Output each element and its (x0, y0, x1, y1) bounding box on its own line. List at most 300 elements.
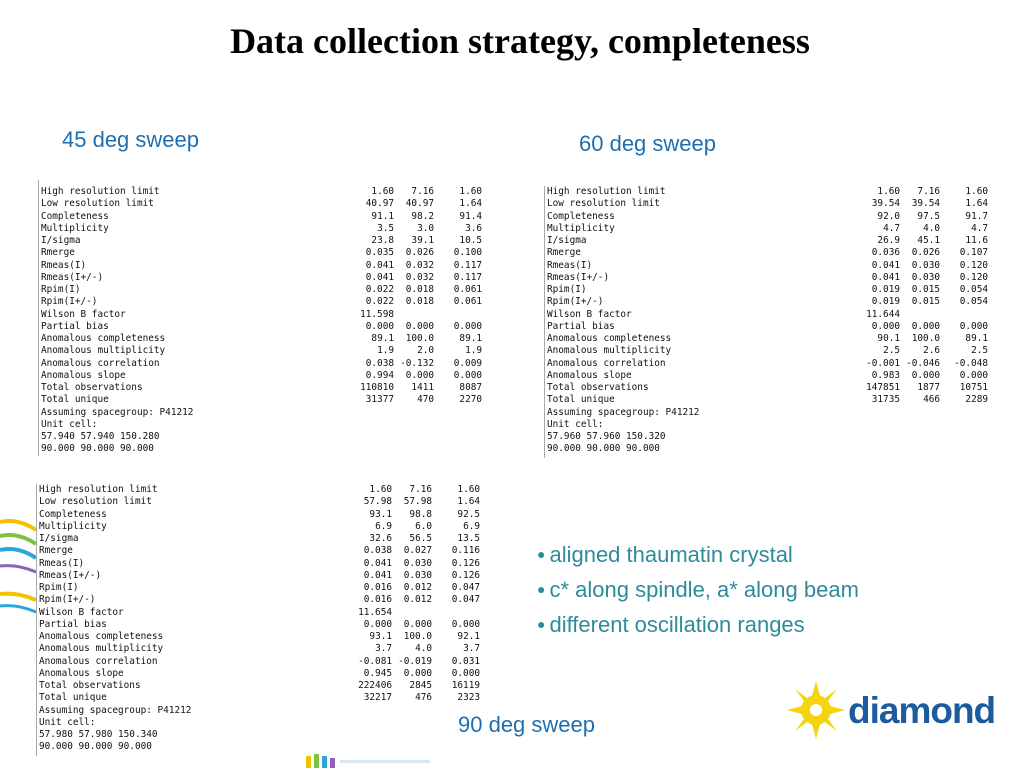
stat-value: 100.0 (403, 631, 432, 642)
stat-label: Multiplicity (547, 222, 615, 234)
stat-value: 100.0 (405, 333, 434, 344)
stats-row (36, 557, 480, 570)
stat-value: -0.019 (398, 655, 432, 667)
stats-row (544, 222, 988, 235)
stats-row (38, 222, 482, 235)
stats-row (38, 198, 482, 210)
stat-label: I/sigma (547, 235, 587, 246)
stat-label: Total observations (41, 382, 143, 393)
stats-row (544, 394, 988, 406)
stats-row (38, 247, 482, 259)
stat-label: I/sigma (41, 235, 81, 246)
spacegroup-line (544, 407, 950, 419)
stats-row (36, 533, 480, 545)
stat-value: 2.5 (971, 345, 988, 357)
stat-value: 0.000 (451, 667, 480, 679)
stats-row (38, 369, 482, 382)
stat-value: 8087 (459, 382, 482, 393)
stats-row (38, 394, 482, 406)
stat-label: Completeness (41, 210, 109, 222)
stat-value: 0.061 (453, 296, 482, 308)
stat-label: Partial bias (39, 618, 107, 630)
stat-value: 466 (923, 394, 940, 406)
spacegroup-text: Assuming spacegroup: P41212 (39, 704, 192, 716)
stat-label: Wilson B factor (41, 308, 126, 320)
stats-row (544, 333, 988, 345)
label-45-deg-sweep: 45 deg sweep (62, 127, 199, 152)
label-60-deg-sweep: 60 deg sweep (579, 131, 716, 156)
bullet-item (537, 607, 859, 642)
stat-value: 0.041 (365, 271, 394, 283)
unit-cell-label-line (38, 419, 448, 431)
stats-row (36, 582, 480, 594)
stat-value: 147851 (866, 382, 900, 393)
stat-label: Low resolution limit (547, 198, 660, 210)
stat-value: 3.7 (463, 643, 480, 655)
stat-value: 39.54 (911, 198, 940, 210)
bullet-dot-icon: ● (537, 581, 546, 597)
stat-value: 11.654 (358, 606, 392, 618)
stats-row (544, 247, 988, 259)
stat-label: I/sigma (39, 533, 79, 544)
stat-value: 1.60 (877, 186, 900, 197)
stat-label: Rmeas(I+/-) (547, 271, 610, 283)
stats-row (36, 692, 480, 704)
stat-label: Rpim(I+/-) (39, 594, 96, 606)
stats-row (36, 607, 446, 619)
stats-row (544, 186, 988, 198)
stat-value: 3.0 (417, 222, 434, 234)
stats-row (544, 369, 988, 382)
stat-value: 0.019 (871, 284, 900, 295)
stat-value: 1411 (411, 382, 434, 393)
stat-label: Rpim(I) (39, 582, 79, 593)
stats-row (38, 333, 482, 345)
stat-value: 10751 (959, 382, 988, 393)
stat-value: 0.120 (959, 271, 988, 283)
stat-value: 2.6 (923, 345, 940, 357)
stat-value: 110810 (360, 382, 394, 393)
stats-row (544, 357, 988, 370)
stat-value: 6.9 (375, 520, 392, 532)
stat-value: 0.000 (405, 369, 434, 381)
unit-cell-values-1: 57.980 57.980 150.340 (39, 729, 158, 740)
stat-value: 0.035 (365, 247, 394, 259)
slide-title: Data collection strategy, completeness (230, 21, 810, 61)
stat-value: 91.7 (965, 210, 988, 222)
stat-value: 0.030 (403, 557, 432, 569)
stat-value: 100.0 (911, 333, 940, 344)
unit-cell-label-line (36, 717, 446, 729)
unit-cell-label: Unit cell: (41, 418, 98, 430)
stat-label: Anomalous correlation (41, 357, 160, 369)
stat-value: 0.031 (451, 655, 480, 667)
stats-row (544, 210, 988, 223)
stat-value: 11.598 (360, 308, 394, 320)
stats-row (38, 210, 482, 223)
stat-value: 16119 (451, 680, 480, 691)
stat-label: Anomalous slope (547, 369, 632, 381)
stats-row (36, 594, 480, 606)
stat-value: 93.1 (369, 508, 392, 520)
unit-cell-values-1: 57.960 57.960 150.320 (547, 431, 666, 442)
bullet-dot-icon: ● (537, 546, 546, 562)
stat-value: 1.60 (459, 186, 482, 197)
stat-value: 0.000 (959, 320, 988, 332)
stat-value: 0.061 (453, 284, 482, 295)
stat-value: 2323 (457, 692, 480, 704)
stat-label: Anomalous completeness (547, 333, 672, 344)
unit-cell-values-2: 90.000 90.000 90.000 (39, 741, 152, 753)
stat-value: 0.000 (403, 667, 432, 679)
stat-label: Anomalous slope (39, 667, 124, 679)
stats-row (544, 259, 988, 272)
stat-value: 0.000 (363, 618, 392, 630)
stats-row (36, 520, 480, 533)
stat-value: 0.022 (365, 284, 394, 295)
stat-label: Multiplicity (41, 222, 109, 234)
stats-row (544, 198, 988, 210)
stat-label: Anomalous completeness (41, 333, 166, 344)
stat-value: 0.032 (405, 259, 434, 271)
stat-value: 0.030 (403, 569, 432, 581)
stat-value: 92.5 (457, 508, 480, 520)
stat-value: 1.9 (377, 345, 394, 357)
stat-value: 0.000 (453, 320, 482, 332)
stat-value: 0.983 (871, 369, 900, 381)
stat-value: 92.0 (877, 210, 900, 222)
stat-value: 4.0 (415, 643, 432, 655)
stat-value: 1.64 (459, 198, 482, 210)
stat-value: 3.6 (465, 222, 482, 234)
stat-value: 0.015 (911, 296, 940, 308)
stat-value: 0.019 (871, 296, 900, 308)
stat-value: -0.132 (400, 357, 434, 369)
stat-label: Rmerge (41, 247, 75, 259)
stat-label: Anomalous multiplicity (41, 345, 166, 357)
stat-value: 0.041 (363, 557, 392, 569)
stat-value: 1.64 (965, 198, 988, 210)
stat-value: 26.9 (877, 235, 900, 246)
stat-value: -0.048 (954, 357, 988, 369)
spacegroup-line (36, 705, 446, 717)
stat-value: 23.8 (371, 235, 394, 246)
stat-value: 32.6 (369, 533, 392, 544)
stats-panel-90 (36, 484, 480, 756)
stat-value: 40.97 (405, 198, 434, 210)
stat-label: Rpim(I) (41, 284, 81, 295)
stat-value: 7.16 (409, 484, 432, 495)
stat-label: Anomalous multiplicity (547, 345, 672, 357)
stat-label: Total observations (547, 382, 649, 393)
stat-value: 57.98 (363, 496, 392, 508)
stats-row (36, 496, 480, 508)
stats-row (544, 309, 950, 321)
stat-label: Rmeas(I+/-) (41, 271, 104, 283)
stat-label: Rpim(I) (547, 284, 587, 295)
stat-value: 2289 (965, 394, 988, 406)
stat-label: Wilson B factor (547, 308, 632, 320)
stat-value: 39.1 (411, 235, 434, 246)
stat-value: 1877 (917, 382, 940, 393)
stat-value: 89.1 (371, 333, 394, 344)
stat-value: -0.046 (906, 357, 940, 369)
stat-value: 3.7 (375, 643, 392, 655)
stat-value: 91.4 (459, 210, 482, 222)
stat-value: 11.6 (965, 235, 988, 246)
stat-value: 0.015 (911, 284, 940, 295)
label-90-deg-sweep: 90 deg sweep (458, 712, 595, 737)
stat-value: 2270 (459, 394, 482, 406)
stat-value: 92.1 (457, 631, 480, 642)
stats-row (36, 545, 480, 557)
stat-value: 6.0 (415, 520, 432, 532)
stat-value: 0.041 (365, 259, 394, 271)
stat-value: 0.016 (363, 594, 392, 606)
stat-value: 0.038 (363, 545, 392, 557)
stat-value: 0.012 (403, 594, 432, 606)
stat-value: 98.2 (411, 210, 434, 222)
stats-row (36, 484, 480, 496)
stat-value: 0.032 (405, 271, 434, 283)
bullet-text: aligned thaumatin crystal (549, 542, 793, 567)
stats-row (38, 357, 482, 370)
stat-label: Anomalous correlation (39, 655, 158, 667)
stat-value: 0.030 (911, 271, 940, 283)
stat-value: 0.041 (363, 569, 392, 581)
unit-cell-line-1 (38, 431, 448, 443)
unit-cell-line-2 (38, 443, 448, 455)
stat-value: 6.9 (463, 520, 480, 532)
stat-value: 1.9 (465, 345, 482, 357)
stats-panel-45 (38, 180, 482, 456)
stat-value: 0.000 (959, 369, 988, 381)
stats-row (36, 569, 480, 582)
stat-label: Total unique (547, 394, 615, 406)
stat-label: Low resolution limit (39, 496, 152, 508)
stat-label: Rpim(I+/-) (41, 296, 98, 308)
stat-value: 0.116 (451, 545, 480, 557)
unit-cell-line-1 (36, 729, 446, 741)
stat-value: 0.054 (959, 296, 988, 308)
stat-value: 98.8 (409, 508, 432, 520)
rainbow-swoosh-left-decoration (0, 510, 36, 620)
stat-value: 0.000 (365, 320, 394, 332)
stats-row (36, 667, 480, 680)
stat-value: 4.7 (971, 222, 988, 234)
stat-label: Rpim(I+/-) (547, 296, 604, 308)
stat-label: Wilson B factor (39, 606, 124, 618)
stat-label: Partial bias (41, 320, 109, 332)
stat-value: 45.1 (917, 235, 940, 246)
stat-value: 11.644 (866, 308, 900, 320)
stats-row (544, 271, 988, 284)
stat-label: Multiplicity (39, 520, 107, 532)
stat-label: High resolution limit (41, 186, 160, 197)
stat-value: 2.5 (883, 345, 900, 357)
stats-row (544, 345, 988, 357)
stat-value: 0.120 (959, 259, 988, 271)
stat-value: 4.7 (883, 222, 900, 234)
stat-value: 470 (417, 394, 434, 406)
stat-value: 2.0 (417, 345, 434, 357)
stat-value: 2845 (409, 680, 432, 691)
stat-value: 0.036 (871, 247, 900, 259)
stat-value: 31735 (871, 394, 900, 406)
stat-value: 57.98 (403, 496, 432, 508)
stat-value: 0.041 (871, 259, 900, 271)
stats-row (38, 309, 448, 321)
stat-value: 31377 (365, 394, 394, 406)
stats-rows-45 (38, 186, 482, 407)
stat-value: 89.1 (965, 333, 988, 344)
unit-cell-values-2: 90.000 90.000 90.000 (547, 443, 660, 455)
stat-value: 91.1 (371, 210, 394, 222)
stat-value: 0.047 (451, 594, 480, 606)
stat-value: 0.000 (911, 369, 940, 381)
stat-value: 7.16 (411, 186, 434, 197)
stat-value: 0.126 (451, 557, 480, 569)
spacegroup-line (38, 407, 448, 419)
stats-row (36, 643, 480, 655)
stat-label: Anomalous correlation (547, 357, 666, 369)
stats-row (38, 186, 482, 198)
unit-cell-values-2: 90.000 90.000 90.000 (41, 443, 154, 455)
stats-row (38, 345, 482, 357)
stats-row (544, 296, 988, 308)
stat-value: 0.018 (405, 284, 434, 295)
stat-value: -0.001 (866, 357, 900, 369)
stat-value: 0.038 (365, 357, 394, 369)
bullet-dot-icon: ● (537, 616, 546, 632)
stat-value: 476 (415, 692, 432, 704)
stat-value: 93.1 (369, 631, 392, 642)
stat-value: 0.000 (453, 369, 482, 381)
stats-row (38, 259, 482, 272)
stats-rows-60 (544, 186, 988, 407)
stat-value: 0.117 (453, 259, 482, 271)
stat-label: High resolution limit (39, 484, 158, 495)
unit-cell-line-1 (544, 431, 950, 443)
bullet-list (537, 537, 859, 642)
stats-row (36, 618, 480, 631)
unit-cell-line-2 (544, 443, 950, 455)
unit-cell-label: Unit cell: (39, 716, 96, 728)
stat-label: Completeness (39, 508, 107, 520)
stat-label: Total observations (39, 680, 141, 691)
stat-label: Anomalous completeness (39, 631, 164, 642)
stat-label: Rmeas(I) (41, 259, 87, 271)
stat-value: 0.994 (365, 369, 394, 381)
stat-value: 0.047 (451, 582, 480, 593)
stat-value: 0.012 (403, 582, 432, 593)
spacegroup-text: Assuming spacegroup: P41212 (41, 406, 194, 418)
stats-row (544, 382, 988, 394)
stat-label: Completeness (547, 210, 615, 222)
stats-row (36, 655, 480, 668)
stat-label: Anomalous multiplicity (39, 643, 164, 655)
stat-value: 1.60 (965, 186, 988, 197)
starburst-icon (786, 680, 848, 740)
stat-value: 0.945 (363, 667, 392, 679)
rainbow-swoosh-bottom-decoration (300, 752, 440, 768)
stat-value: 97.5 (917, 210, 940, 222)
stat-label: Partial bias (547, 320, 615, 332)
stat-value: 0.054 (959, 284, 988, 295)
stat-value: 89.1 (459, 333, 482, 344)
stat-value: 0.027 (403, 545, 432, 557)
stat-value: 0.018 (405, 296, 434, 308)
stat-value: 56.5 (409, 533, 432, 544)
stats-row (36, 631, 480, 643)
stat-value: 1.60 (369, 484, 392, 495)
stats-row (38, 284, 482, 296)
stat-value: 0.030 (911, 259, 940, 271)
bullet-text: different oscillation ranges (549, 612, 805, 637)
stat-value: 1.60 (457, 484, 480, 495)
stat-value: 0.117 (453, 271, 482, 283)
stat-value: -0.081 (358, 655, 392, 667)
stat-label: Anomalous slope (41, 369, 126, 381)
stat-value: 7.16 (917, 186, 940, 197)
stat-value: 0.000 (871, 320, 900, 332)
stat-value: 0.107 (959, 247, 988, 259)
stat-value: 1.60 (371, 186, 394, 197)
stat-value: 0.126 (451, 569, 480, 581)
stats-row (38, 296, 482, 308)
bullet-item (537, 572, 859, 607)
stat-label: Rmerge (39, 545, 73, 557)
stats-rows-90 (36, 484, 480, 705)
stat-value: 0.100 (453, 247, 482, 259)
stat-label: Rmerge (547, 247, 581, 259)
stat-value: 222406 (358, 680, 392, 691)
stats-row (36, 680, 480, 692)
diamond-logo (786, 680, 996, 740)
stat-value: 40.97 (365, 198, 394, 210)
stat-value: 4.0 (923, 222, 940, 234)
unit-cell-values-1: 57.940 57.940 150.280 (41, 431, 160, 442)
unit-cell-label: Unit cell: (547, 418, 604, 430)
stat-value: 1.64 (457, 496, 480, 508)
stat-value: 3.5 (377, 222, 394, 234)
stats-row (38, 320, 482, 333)
spacegroup-text: Assuming spacegroup: P41212 (547, 406, 700, 418)
stat-label: Total unique (41, 394, 109, 406)
stat-value: 10.5 (459, 235, 482, 246)
stat-value: 0.016 (363, 582, 392, 593)
stats-panel-60 (544, 186, 988, 458)
stat-value: 0.000 (911, 320, 940, 332)
stat-value: 0.022 (365, 296, 394, 308)
stat-label: Rmeas(I) (547, 259, 593, 271)
stats-row (544, 235, 988, 247)
stat-label: Low resolution limit (41, 198, 154, 210)
logo-wordmark: diamond (848, 690, 996, 731)
stat-label: High resolution limit (547, 186, 666, 197)
stats-row (36, 508, 480, 521)
stat-label: Rmeas(I+/-) (39, 569, 102, 581)
stat-value: 0.026 (911, 247, 940, 259)
stats-row (38, 382, 482, 394)
stat-value: 0.000 (451, 618, 480, 630)
stat-value: 0.041 (871, 271, 900, 283)
stat-label: Rmeas(I) (39, 557, 85, 569)
stats-row (544, 284, 988, 296)
stat-value: 39.54 (871, 198, 900, 210)
stat-value: 0.000 (403, 618, 432, 630)
stats-row (38, 235, 482, 247)
